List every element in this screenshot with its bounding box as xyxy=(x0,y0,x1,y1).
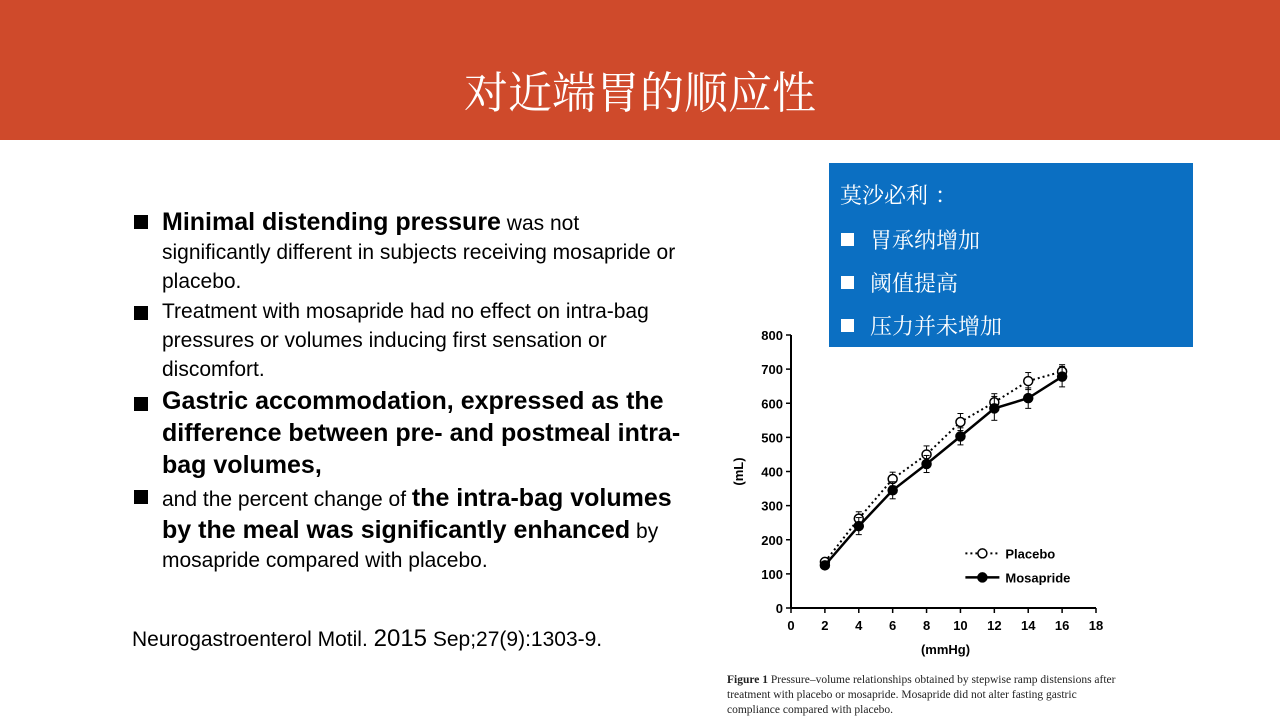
slide-title: 对近端胃的顺应性 xyxy=(464,68,816,119)
figure-caption xyxy=(727,673,1117,718)
y-tick-label: 500 xyxy=(761,430,783,446)
x-tick-label: 18 xyxy=(1088,618,1104,633)
x-tick-label: 16 xyxy=(1054,618,1070,633)
y-tick-label: 600 xyxy=(761,396,783,412)
x-tick-label: 4 xyxy=(855,618,863,633)
figure-caption-text: Pressure–volume relationships obtained by stepwise ramp distensions after treatment with placebo or mosapride. Mosapride did not alter fasting gastric compliance compared with placebo. xyxy=(727,674,1116,716)
data-point-placebo xyxy=(1024,377,1033,386)
square-bullet-icon xyxy=(134,397,148,411)
legend-swatch-marker xyxy=(978,549,987,558)
pressure-volume-chart xyxy=(720,320,1120,665)
bullet-text: Treatment with mosapride had no effect on intra-bag pressures or volumes inducing first sensation or discomfort. xyxy=(162,300,649,381)
square-bullet-icon xyxy=(841,319,854,332)
square-bullet-icon xyxy=(134,490,148,504)
y-tick-label: 400 xyxy=(761,464,783,480)
summary-box-title: 莫沙必利 ： xyxy=(840,184,957,209)
data-point-mosapride xyxy=(1024,394,1033,403)
legend-label: Placebo xyxy=(1005,546,1056,562)
x-tick-label: 6 xyxy=(889,618,897,633)
bullet-text: and the percent change of xyxy=(162,488,412,511)
citation xyxy=(132,622,732,657)
x-tick-label: 2 xyxy=(821,618,829,633)
summary-box-item-text: 阈值提高 xyxy=(870,272,959,297)
square-bullet-icon xyxy=(841,276,854,289)
x-axis-label: (mmHg) xyxy=(920,642,971,657)
bullet-emphasis: the intra-bag volumes by the meal was significantly enhanced xyxy=(162,484,672,544)
summary-box-item xyxy=(841,267,958,298)
data-point-placebo xyxy=(956,418,965,427)
data-point-mosapride xyxy=(854,522,863,531)
square-bullet-icon xyxy=(841,233,854,246)
summary-box-item xyxy=(841,310,1002,341)
y-tick-label: 300 xyxy=(761,498,783,514)
bullet-text: was not significantly different in subjects receiving mosapride or placebo. xyxy=(162,212,676,293)
bullet-item xyxy=(132,482,692,575)
y-tick-label: 0 xyxy=(775,601,783,616)
bullet-text: by mosapride compared with placebo. xyxy=(162,520,659,572)
data-point-mosapride xyxy=(820,561,829,570)
legend-label: Mosapride xyxy=(1005,570,1071,586)
series-line-mosapride xyxy=(825,377,1062,566)
bullet-item xyxy=(132,206,692,296)
data-point-mosapride xyxy=(1058,372,1067,381)
x-tick-label: 12 xyxy=(987,618,1002,633)
data-point-mosapride xyxy=(990,404,999,413)
data-point-mosapride xyxy=(956,432,965,441)
legend-swatch-marker xyxy=(978,573,987,582)
citation-details: Sep;27(9):1303-9. xyxy=(427,628,603,651)
square-bullet-icon xyxy=(134,215,148,229)
figure-caption-label: Figure 1 xyxy=(727,674,768,686)
bullet-item xyxy=(132,297,692,384)
square-bullet-icon xyxy=(134,306,148,320)
bullet-item xyxy=(132,385,692,481)
x-tick-label: 8 xyxy=(922,618,931,633)
summary-box-item-text: 压力并未增加 xyxy=(870,315,1003,340)
y-tick-label: 700 xyxy=(761,362,783,378)
citation-journal: Neurogastroenterol Motil. xyxy=(132,628,374,651)
bullet-list xyxy=(132,206,692,576)
y-tick-label: 100 xyxy=(761,566,783,582)
y-tick-label: 800 xyxy=(761,328,783,343)
y-tick-label: 200 xyxy=(761,532,783,548)
summary-box xyxy=(829,163,1193,347)
citation-year: 2015 xyxy=(373,625,428,652)
y-axis-label: (mL) xyxy=(731,457,746,486)
x-tick-label: 10 xyxy=(953,618,968,633)
bullet-emphasis: Gastric accommodation, expressed as the difference between pre- and postmeal intra-bag volumes, xyxy=(162,387,681,479)
data-point-mosapride xyxy=(888,486,897,495)
x-tick-label: 14 xyxy=(1020,618,1036,633)
summary-box-item xyxy=(841,224,980,255)
bullet-emphasis: Minimal distending pressure xyxy=(162,208,501,236)
x-tick-label: 0 xyxy=(787,618,795,633)
summary-box-item-text: 胃承纳增加 xyxy=(870,229,981,254)
data-point-mosapride xyxy=(922,459,931,468)
